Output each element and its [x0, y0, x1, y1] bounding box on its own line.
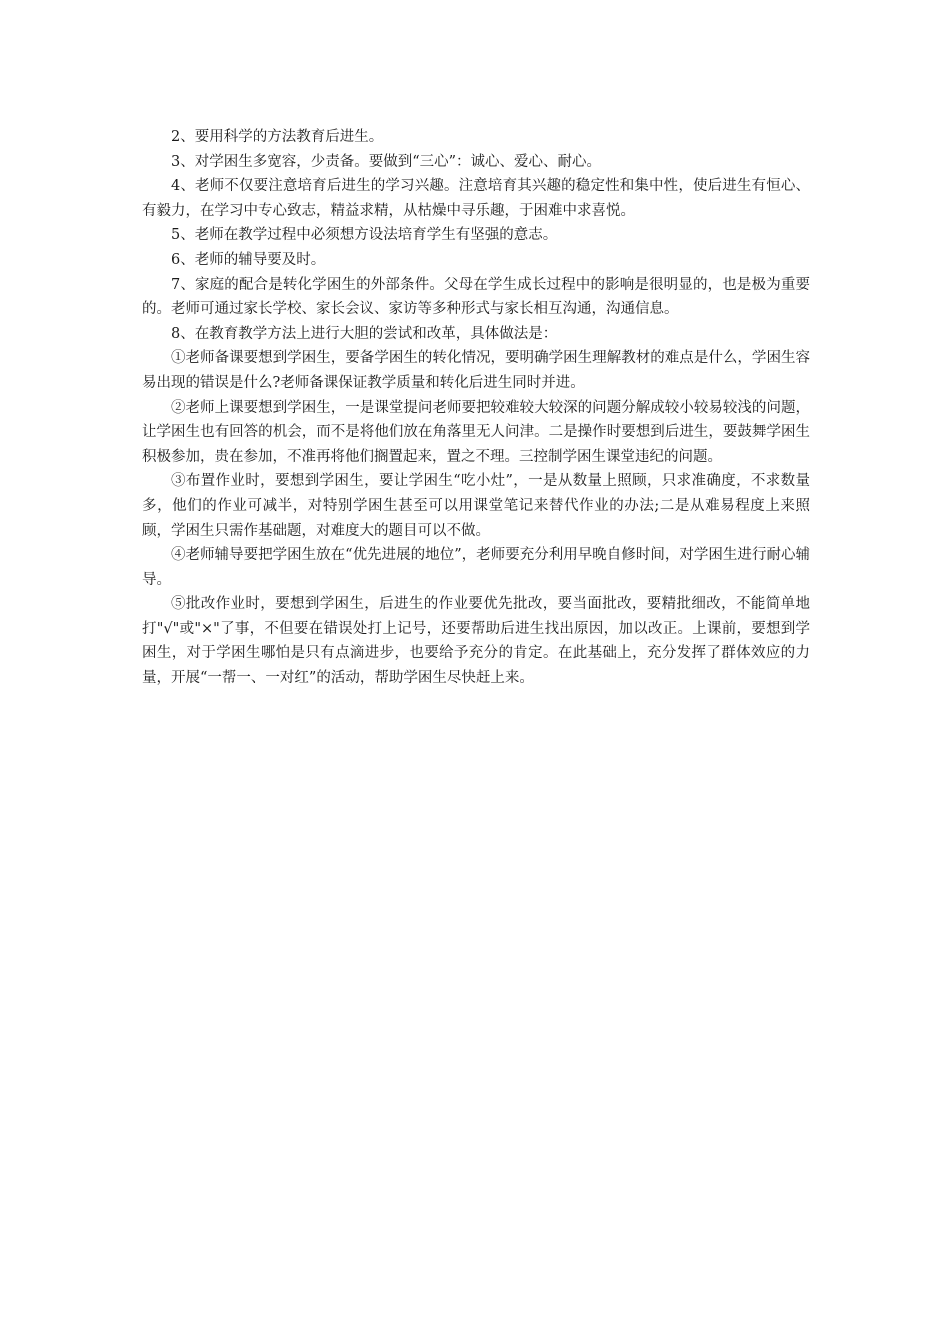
paragraph-item-6: 6、老师的辅导要及时。: [171, 251, 326, 268]
paragraph-item-4: 4、老师不仅要注意培育后进生的学习兴趣。注意培育其兴趣的稳定性和集中性，使后进生有恒心、有毅力，在学习中专心致志，精益求精，从枯燥中寻乐趣，于困难中求喜悦。: [142, 178, 810, 219]
paragraph-item-2: 2、要用科学的方法教育后进生。: [171, 129, 384, 145]
document-body: [142, 125, 810, 691]
paragraph-item-5: 5、老师在教学过程中必须想方设法培育学生有坚强的意志。: [171, 227, 558, 244]
paragraph-item-7: 7、家庭的配合是转化学困生的外部条件。父母在学生成长过程中的影响是很明显的，也是极为重要的。老师可通过家长学校、家长会议、家访等多种形式与家长相互沟通，沟通信息。: [142, 276, 810, 318]
paragraph-subitem-2: ②老师上课要想到学困生，一是课堂提问老师要把较难较大较深的问题分解成较小较易较浅的问题，让学困生也有回答的机会，而不是将他们放在角落里无人问津。二是操作时要想到后进生，要鼓舞学困生积极参加，贵在参加，不准再将他们搁置起来，置之不理。三控制学困生课堂违纪的问题。: [142, 399, 810, 465]
paragraph-item-3: 3、对学困生多宽容，少责备。要做到“三心”：诚心、爱心、耐心。: [171, 153, 602, 170]
paragraph-subitem-5: ⑤批改作业时，要想到学困生，后进生的作业要优先批改，要当面批改，要精批细改，不能简单地打"√"或"×"了事，不但要在错误处打上记号，还要帮助后进生找出原因，加以改正。上课前，要想到学困生，对于学困生哪怕是只有点滴进步，也要给予充分的肯定。在此基础上，充分发挥了群体效应的力量，开展“一帮一、一对红”的活动，帮助学困生尽快赶上来。: [142, 596, 810, 687]
paragraph-subitem-1: ①老师备课要想到学困生，要备学困生的转化情况，要明确学困生理解教材的难点是什么，学困生容易出现的错误是什么?老师备课保证教学质量和转化后进生同时并进。: [142, 350, 810, 391]
paragraph-subitem-4: ④老师辅导要把学困生放在“优先进展的地位”，老师要充分利用早晚自修时间，对学困生进行耐心辅导。: [142, 547, 810, 588]
paragraph-subitem-3: ③布置作业时，要想到学困生，要让学困生“吃小灶”，一是从数量上照顾，只求准确度，不求数量多，他们的作业可减半，对特别学困生甚至可以用课堂笔记来替代作业的办法;二是从难易程度上来照顾，学困生只需作基础题，对难度大的题目可以不做。: [142, 473, 810, 539]
paragraph-item-8: 8、在教育教学方法上进行大胆的尝试和改革，具体做法是：: [171, 325, 558, 342]
